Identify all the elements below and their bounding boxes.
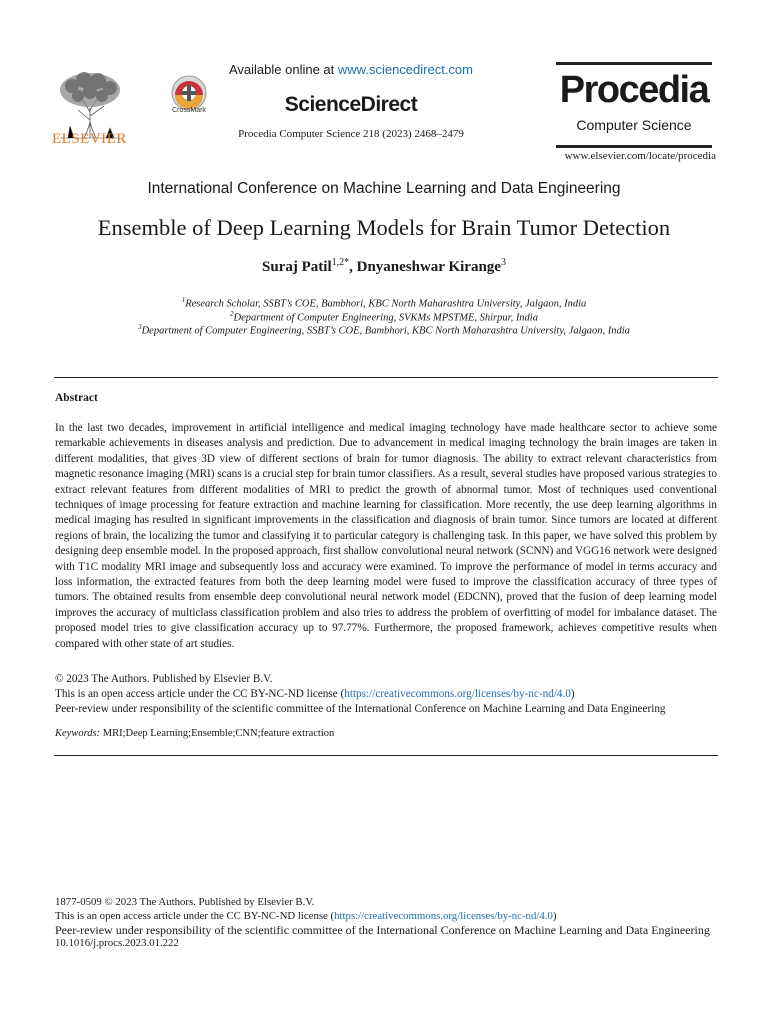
keywords [55,728,334,739]
affiliation-text: Research Scholar, SSBT’s COE, Bambhori, KBC North Maharashtra University, Jalgaon, India [185,298,587,310]
issn-line: 1877-0509 © 2023 The Authors. Published by Elsevier B.V. [55,896,315,908]
footer-peer-review: Peer-review under responsibility of the scientific committee of the International Conference on Machine Learning and Data Engineering [55,923,710,937]
doi[interactable]: 10.1016/j.procs.2023.01.222 [55,937,179,949]
crossmark-label: CrossMark [172,107,206,114]
author-separator: , [349,259,357,275]
keywords-label: Keywords: [55,728,101,739]
footer-license-suffix: ) [552,909,557,922]
procedia-subtitle: Computer Science [576,117,692,133]
author-list [0,257,768,276]
copyright-line: © 2023 The Authors. Published by Elsevier B.V. [55,673,273,685]
conference-name: International Conference on Machine Learning and Data Engineering [147,180,621,197]
journal-url[interactable]: www.elsevier.com/locate/procedia [564,150,716,162]
affiliation-number: 1 [181,296,186,304]
divider [54,755,718,756]
sciencedirect-link[interactable]: www.sciencedirect.com [337,62,473,77]
affiliation-number: 3 [138,323,142,331]
abstract-text: In the last two decades, improvement in artificial intelligence and medical imaging technology have made healthcare sector to achieve some remarkable achievements in diseases analysis and prediction. Due to advancement in medical imaging technology the brain images are taken in different modalities, that gives 3D view of different sections of brain for tumor diagnosis. The ability to extract relevant characteristics from magnetic resonance imaging (MRI) scans is a crucial step for brain tumor classifiers. As a result, several studies have proposed various strategies to extract relevant features from different modalities of MRI to predict the growth of abnormal tumor. Most of techniques used conventional techniques of image processing for feature extraction and machine learning for classification. More recently, the use deep learning algorithms in medical imaging has resulted in significant improvements in the classification and diagnosis of brain tumor. Since tumors are located at different regions of brain, the localizing the tumor and classifying it to particular category is challenging task. In this paper, we have solved this problem by designing deep ensemble model. In the proposed approach, first shallow convolutional neural network (SCNN) and VGG16 network were designed with T1C modality MRI image and subsequently loss and accuracy were examined. To improve the performance of model in terms accuracy and loss information, the extracted features from both the deep learning model were fused to improve the classification accuracy of three types of tumors. The obtained results from ensemble deep convolutional neural network model (EDCNN), proved that the fusion of deep learning model improves the accuracy of multiclass classification problem and also tries to address the problem of overfitting of model for imbalance dataset. The proposed model tries to give classification accuracy up to 97.77%. Furthermore, the proposed framework, achieves competitive results when compared with other state of art studies. [55,422,717,650]
affiliation-text: Department of Computer Engineering, SVKMs MPSTME, Shirpur, India [233,312,538,324]
license-line [55,687,723,702]
copyright-block [55,672,723,717]
divider [54,377,718,378]
author-name: Suraj Patil [262,259,332,275]
peer-review-line: Peer-review under responsibility of the scientific committee of the International Conference on Machine Learning and Data Engineering [55,703,666,715]
license-prefix: This is an open access article under the CC BY-NC-ND license ( [55,688,345,700]
available-prefix: Available online at [228,62,338,77]
procedia-wordmark: Procedia [559,69,709,111]
elsevier-wordmark: ELSEVIER [52,131,127,147]
author-superscript: 3 [500,257,506,268]
license-suffix: ) [570,688,575,700]
license-link[interactable]: https://creativecommons.org/licenses/by-nc-nd/4.0 [344,688,571,700]
affiliation [0,310,768,324]
footer-license-link[interactable]: https://creativecommons.org/licenses/by-nc-nd/4.0 [334,909,553,922]
affiliation [0,323,768,337]
journal-reference: Procedia Computer Science 218 (2023) 2468–2479 [238,128,464,140]
sciencedirect-wordmark: ScienceDirect [284,93,418,116]
affiliation [0,296,768,310]
affiliation-text: Department of Computer Engineering, SSBT’s COE, Bambhori, KBC North Maharashtra University, Jalgaon, India [141,325,630,337]
footer-license-line [55,910,717,924]
footer-block [55,896,717,951]
author-superscript: 1,2* [331,257,350,268]
paper-title: Ensemble of Deep Learning Models for Brain Tumor Detection [97,215,671,240]
abstract-heading: Abstract [55,392,98,404]
affiliation-number: 2 [230,310,234,318]
author-name: Dnyaneshwar Kirange [356,259,501,275]
footer-license-prefix: This is an open access article under the CC BY-NC-ND license ( [55,909,335,922]
keywords-text: MRI;Deep Learning;Ensemble;CNN;feature extraction [100,728,335,739]
available-online [220,62,482,77]
